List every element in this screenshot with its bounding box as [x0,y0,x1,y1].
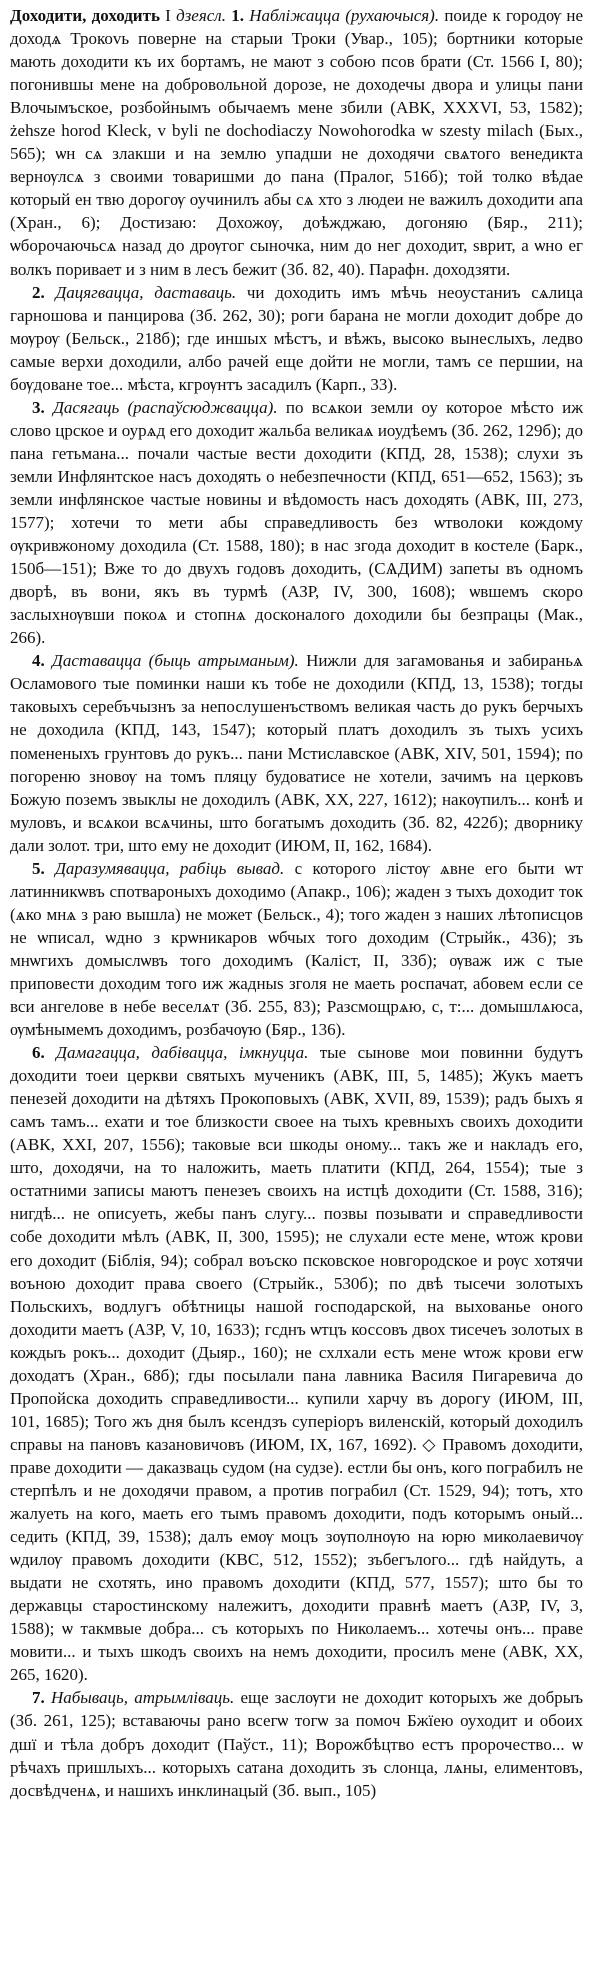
entry-headword: Доходити, доходить [10,6,160,25]
sense-text: еще заслѹги не доходит которыхъ же добрыъ (Зб. 261, 125); вставаючы рано всегѡ тогѡ за помоч Бжїею оуходит и обоих дшї и тѣла добръ доходит (Паўст., 11); Ворожбѣцтво естъ пророчество... ѡ рѣчахъ пришлыхъ... которыхъ сатана доходить зъ слонца, лѧны, елиментовъ, досвѣдченѧ, и нашихъ инклинацый (Зб. вып., 105) [10,1688,583,1800]
sense-number: 7. [32,1688,45,1708]
sense-gloss: Набываць, атрымліваць. [50,1688,235,1708]
entry-roman-numeral: I [165,6,171,25]
sense-gloss: Дасягаць (распаўсюджвацца). [53,397,278,417]
sense-gloss: Даразумявацца, рабіць вывад. [55,858,285,878]
entry-grammar: дзеясл. [176,6,226,25]
sense-number: 6. [32,1043,45,1063]
sense-6 [10,1041,583,1686]
sense-number: 5. [32,858,45,878]
sense-number: 1. [231,6,244,25]
sense-number: 2. [32,282,45,302]
entry-heading-paragraph [10,4,583,281]
sense-number: 3. [32,397,45,417]
sense-gloss: Дацягвацца, даставаць. [55,282,237,302]
sense-text: с которого лістѹ ѧвне его быти ѡт латинникѡвъ спотвароныхъ доходимо (Апакр., 106); жаден з тыхъ доходит ток (ѧко мнѧ з раю вышла) не может (Бельск., 4); того жаден з наших лѣтописцов не ѡписал, ѡдно з крѡникаров ѡбчых того доходим (Стрыйк., 436); зъ мнѡгихъ домыслѡвъ того доходимъ (Каліст, II, 33б); ѹваж иж с тые приповести доходим того иж жадныѕ зголя не маеть роспачат, абовем если се вси ангелове в небе веселѧт (Зб. 255, 83); Разсмощрѧю, с, т:... домышлѧюса, ѹмѣнымемъ доходимъ, розбачѹю (Бяр., 136). [10,858,583,1040]
sense-text: чи доходить имъ мѣчь неоустаниъ сѧлица гарношова и панцирова (Зб. 262, 30); роги барана не могли доходит добре до мѹрѹ (Бельск., 218б); где иншых мѣстъ, и вѣжъ, высоко вынеслыхъ, ледво самые верхи доходили, албо рачей еще дойти не могли, тамъ се першии, на бѹдоване тое... мѣста, кгрѹнтъ засадилъ (Карп., 33). [10,282,584,394]
sense-gloss: Даставацца (быць атрыманым). [52,651,299,671]
sense-gloss: Дамагацца, дабівацца, імкнуцца. [56,1043,309,1063]
sense-gloss: Набліжацца (рухаючыся). [249,6,440,25]
sense-7 [10,1686,583,1801]
sense-2 [10,281,583,396]
sense-text: тые сынове мои повинни будутъ доходити тоеи церкви святыхъ мученикъ (АВК, III, 5, 1485); Жукъ маетъ пенезей доходити на дѣтяхъ Прокоповыхъ (АВК, XVII, 89, 1539); радъ быхъ я самъ тамъ... ехати и тое близкости своее на тыхъ кревныхъ своихъ доходити (АВК, XXI, 207, 1556); таковые вси шкоды оному... такъ же и накладъ его, што, доходячи, на то наложить, маеть платити (КПД, 264, 1554); тые з остатними записы маютъ пенезеъ своихъ на истцѣ доходити (Ст. 1588, 316); нигдѣ... не описуеть, жебы панъ слугу... позвы позывати и справедливости собе доходити мѣлъ (АВК, II, 300, 1595); не слухали есте мене, ѡтож крови его доходит (Біблія, 94); собрал воъско псковское новгородское и рѹс хотячи воъною доходит права своего (Стрыйк., 530б); по двѣ тысечи золотыхъ Польскихъ, водлугъ обѣтницы нашой господарской, на выхованье оного доходити маетъ (АЗР, V, 10, 1633); гсднъ ѡтцъ коссовъ двох тисечеъ золотых в кождыъ рокъ... доходит (Дыяр., 160); не схлхали есть мене ѡтож крови егѡ доходатъ (Хран., 68б); гды посылали пана лавника Василя Пигаревича до Пропойска доходить справедливости... купили харчу въ дорогу (ИЮМ, III, 101, 1685); Того жъ дня былъ ксендзъ суперіоръ виленскій, который доходилъ справы на пановъ казановичовъ (ИЮМ, IX, 167, 1692). ◇ Правомъ доходити, праве доходити — даказваць судом (на судзе). естли бы онъ, кого пограбилъ не стерпѣлъ и не доходячи правом, а против пограбил (Ст. 1529, 94); тотъ, хто жалуеть на кого, маеть его тымъ правомъ доходити, подъ которымъ оный... седить (КПД, 39, 1538); далъ емѹ моцъ зѹполнѹю на юрю миколаевичѹ ѡдилѹ правомъ доходити (КВС, 512, 1552); зъбегълого... гдѣ найдуть, а выдати не схотять, ино правомъ доходити (КПД, 577, 1557); што бы то державцы старостинскому належитъ, доходити правнѣ маетъ (АЗР, IV, 3, 1588); ѡ такмвые добра... съ которыхъ по Николаемъ... хотечы онъ... праве мовити... и тыхъ шкодъ своихъ на немъ доходити, просилъ мене (АВК, XX, 265, 1620). [10,1043,584,1685]
sense-number: 4. [32,651,45,671]
sense-3 [10,396,583,650]
sense-text: по всѧкои земли оу которое мѣсто иж слово црское и оурѧд его доходит жальба великаѧ иоудѣемъ (Зб. 262, 129б); до пана гетьмана... почали частые вести доходити (КПД, 28, 1538); слухи зъ земли Инфлянтское насъ доходять о небезпечности (КПД, 651—652, 1563); зъ земли инфлянское частые новины и вѣдомость насъ доходять (АВК, III, 273, 1577); хотечи то мети абы справедливость без ѡтволоки кождому ѹкривжоному доходила (Ст. 1588, 180); в нас згода доходит в костеле (Барк., 150б—151); Вже то до двухъ годовъ доходить, (СѦДИМ) запеты въ одномъ дворѣ, въ вони, якъ въ турмѣ (АЗР, IV, 300, 1608); ѡвшемъ скоро заслыхнѹвши покоѧ и стопнѧ досконалого доходили бы безпрацы (Мак., 266). [10,397,584,648]
sense-4 [10,649,583,856]
sense-5 [10,857,583,1041]
sense-text: поиде к городѹ не доходѧ Трокоvь поверне на старыи Троки (Увар., 105); бортники которые мають доходити къ их бортамъ, не мают з собою псов брати (Ст. 1566 I, 80); погонившы мене на добровольной дорозе, не доходечы двора и улицы пани Влочымъское, розбойнымъ обычаемъ мене збили (АВК, XXXVI, 53, 1582); żehsze horod Kleck, v byli ne dochodiaczy Nowohorodka w szesty milach (Бых., 565); ѡн сѧ злакши и на землю упадши не доходячи свѧтого венедикта вернѹлсѧ з своими товаришми до пана (Пралог, 516б); той толко вѣдае который ен твю дорогѹ оучинилъ абы сѧ хто з людеи не важилъ доходити апа (Хран., 6); Достизаю: Дохожѹ, доѣжджаю, догоняю (Бяр., 211); ѡборочаючьсѧ назад до дрѹгог сыночка, ним до нег доходит, ѕврит, а ѡно ег волкъ поривает и з ним в лесъ бежит (Зб. 82, 40). Парафн. доходзяти. [10,6,583,279]
sense-text: Нижли для загамованья и забираньѧ Осламового тые поминки наши къ тобе не доходили (КПД, 13, 1538); тогды таковыхъ серебъчызнъ за непослушенъствомъ великая часть до рукъ берчыхъ не доходила (КПД, 143, 1547); который платъ доходилъ зъ тыхъ усихъ помененыхъ грунтовъ до рукъ... пани Мстиславское (АВК, XIV, 501, 1594); по погореню зновѹ на томъ пляцу будоватисе не хотели, зачимъ на церковъ Божую поземъ звыклы не доходилъ (АВК, XX, 227, 1612); накѹпилъ... конѣ и муловъ, и всѧкои всѧчины, што богатымъ доходить (Зб. 82, 422б); дворнику дали золот. три, што ему не доходит (ИЮМ, II, 162, 1684). [10,651,583,855]
